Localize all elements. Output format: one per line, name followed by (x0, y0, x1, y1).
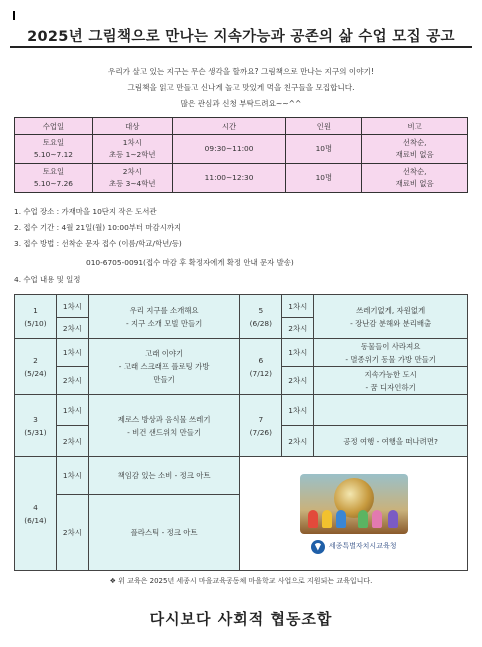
lesson-topic: 동물들이 사라져요 (360, 341, 421, 351)
intro-line: 그림책을 읽고 만들고 신나게 놀고 맛있게 먹을 친구들을 모집합니다. (127, 83, 355, 92)
lesson-topic: 쓰레기없게, 자원없게 (356, 305, 426, 315)
lesson-activity: - 장난감 분해와 분리배출 (350, 318, 432, 328)
header-time: 시간 (172, 118, 286, 135)
lesson-activity: - 비건 샌드위치 만들기 (127, 427, 202, 437)
lesson-number: 3 (33, 414, 38, 424)
lesson-content-cell (88, 395, 240, 457)
schedule-target-cell (92, 135, 172, 164)
intro-line: 우리가 살고 있는 지구는 무슨 생각을 할까요? 그림책으로 만나는 지구의 이야기! (108, 67, 374, 76)
schedule-time: 11:00~12:30 (172, 164, 286, 193)
info-period: 2. 접수 기간 : 4월 21일(월) 10:00부터 마감시까지 (14, 223, 182, 232)
lesson-content-cell (88, 295, 240, 339)
lesson-number-cell (15, 295, 57, 339)
lesson-activity: - 지구 소개 모빌 만들기 (125, 318, 203, 328)
lesson-date: (5/24) (24, 368, 47, 378)
logo-text: 세종특별자치시교육청 (328, 542, 397, 550)
session-label: 2차시 (282, 318, 314, 339)
education-office-logo (240, 540, 467, 554)
schedule-row (15, 164, 468, 193)
lesson-number: 1 (33, 305, 38, 315)
lesson-date: (5/10) (24, 318, 47, 328)
schedule-note: 재료비 없음 (395, 150, 434, 159)
title-underline (10, 46, 472, 48)
curriculum-table (14, 294, 468, 571)
session-label: 1차시 (56, 339, 88, 367)
lesson-number-cell (15, 395, 57, 457)
lesson-activity: - 고래 스크래프 플로팅 가방 (118, 362, 210, 371)
header-target: 대상 (92, 118, 172, 135)
lesson-number-cell (240, 339, 282, 395)
lesson-activity: - 꿈 디자인하기 (365, 382, 416, 392)
lesson-activity: - 멸종위기 동물 가방 만들기 (345, 354, 436, 364)
lesson-activity: 만들기 (153, 375, 175, 384)
schedule-count: 10명 (286, 164, 362, 193)
schedule-count: 10명 (286, 135, 362, 164)
info-content-heading: 4. 수업 내용 및 일정 (14, 275, 81, 284)
lesson-date: (6/28) (249, 318, 273, 328)
page-title: 2025년 그림책으로 만나는 지속가능과 공존의 삶 수업 모집 공고 (27, 29, 455, 45)
text-cursor (13, 11, 15, 20)
kids-globe-photo (300, 474, 408, 534)
session-label: 2차시 (282, 367, 314, 395)
schedule-row (15, 135, 468, 164)
curriculum-row (15, 295, 468, 318)
schedule-note: 선착순, (402, 167, 427, 176)
session-label: 2차시 (56, 318, 88, 339)
lesson-topic: 지속가능한 도시 (364, 369, 417, 379)
lesson-topic: 우리 지구를 소개해요 (129, 305, 199, 315)
lesson-number: 7 (258, 414, 264, 424)
session-label: 1차시 (282, 339, 314, 367)
figure-image (336, 510, 346, 528)
header-day: 수업일 (15, 118, 93, 135)
curriculum-row (15, 339, 468, 367)
session-label: 1차시 (56, 295, 88, 318)
session-label: 1차시 (282, 395, 314, 426)
lesson-date: (7/12) (249, 368, 273, 378)
header-count: 인원 (286, 118, 362, 135)
funding-note: ❖ 위 교육은 2025년 세종시 마을교육공동체 마을학교 사업으로 지원되는 교육입니다. (109, 577, 373, 585)
lesson-topic: 제로스 방상과 음식물 쓰레기 (117, 414, 211, 424)
schedule-dates: 5.10~7.26 (33, 179, 73, 188)
schedule-grade: 초등 1~2학년 (109, 150, 156, 159)
lesson-content-cell: 공정 여행 - 여행을 떠나려면? (314, 426, 468, 457)
lesson-number: 4 (33, 502, 38, 512)
schedule-note-cell (362, 135, 468, 164)
schedule-header-row (15, 118, 468, 135)
lesson-content-cell (88, 339, 240, 395)
session-label: 1차시 (56, 457, 88, 495)
lesson-number-cell (240, 295, 282, 339)
schedule-day: 토요일 (42, 167, 65, 176)
session-label: 2차시 (56, 426, 88, 457)
lesson-number: 5 (258, 305, 264, 315)
lesson-content-cell (314, 367, 468, 395)
lesson-date: (6/14) (24, 515, 47, 525)
schedule-session: 1차시 (122, 138, 142, 147)
session-label: 2차시 (56, 495, 88, 571)
figure-image (358, 510, 368, 528)
session-label: 1차시 (282, 295, 314, 318)
organization-name: 다시보다 사회적 협동조합 (149, 610, 333, 628)
schedule-target-cell (92, 164, 172, 193)
lesson-number: 2 (33, 355, 38, 365)
info-place: 1. 수업 장소 : 가재마을 10단지 작은 도서관 (14, 207, 157, 216)
info-method: 3. 접수 방법 : 선착순 문자 접수 (이름/학교/학년/등) (14, 239, 182, 248)
session-label: 2차시 (282, 426, 314, 457)
schedule-note-cell (362, 164, 468, 193)
lesson-date: (5/31) (24, 427, 47, 437)
curriculum-row (15, 395, 468, 426)
lesson-date: (7/26) (249, 427, 273, 437)
figure-image (322, 510, 332, 528)
header-note: 비고 (362, 118, 468, 135)
figure-image (372, 510, 382, 528)
schedule-dates: 5.10~7.12 (33, 150, 73, 159)
lesson-number-cell (240, 395, 282, 457)
emblem-icon (311, 540, 325, 554)
schedule-note: 재료비 없음 (395, 179, 434, 188)
lesson-content-cell: 플라스틱 - 정크 아트 (88, 495, 240, 571)
lesson-content-cell (314, 395, 468, 426)
lesson-content-cell (314, 295, 468, 339)
intro-line: 많은 관심과 신청 부탁드려요~~^^ (180, 99, 302, 108)
schedule-session: 2차시 (122, 167, 142, 176)
info-contact: 010-6705-0091(접수 마감 후 확정자에게 확정 안내 문자 발송) (86, 258, 294, 267)
photo-cell (240, 457, 468, 571)
lesson-number: 6 (258, 355, 264, 365)
schedule-day-cell (15, 135, 93, 164)
figure-image (388, 510, 398, 528)
schedule-note: 선착순, (402, 138, 427, 147)
intro-text (20, 64, 462, 112)
figure-image (308, 510, 318, 528)
lesson-number-cell (15, 457, 57, 571)
schedule-day: 토요일 (42, 138, 65, 147)
lesson-content-cell: 책임감 있는 소비 - 정크 아트 (88, 457, 240, 495)
curriculum-row (15, 457, 468, 495)
schedule-time: 09:30~11:00 (172, 135, 286, 164)
schedule-day-cell (15, 164, 93, 193)
lesson-topic: 고래 이야기 (145, 349, 184, 358)
lesson-content-cell (314, 339, 468, 367)
lesson-number-cell (15, 339, 57, 395)
schedule-grade: 초등 3~4학년 (109, 179, 156, 188)
session-label: 1차시 (56, 395, 88, 426)
schedule-table (14, 117, 468, 193)
session-label: 2차시 (56, 367, 88, 395)
